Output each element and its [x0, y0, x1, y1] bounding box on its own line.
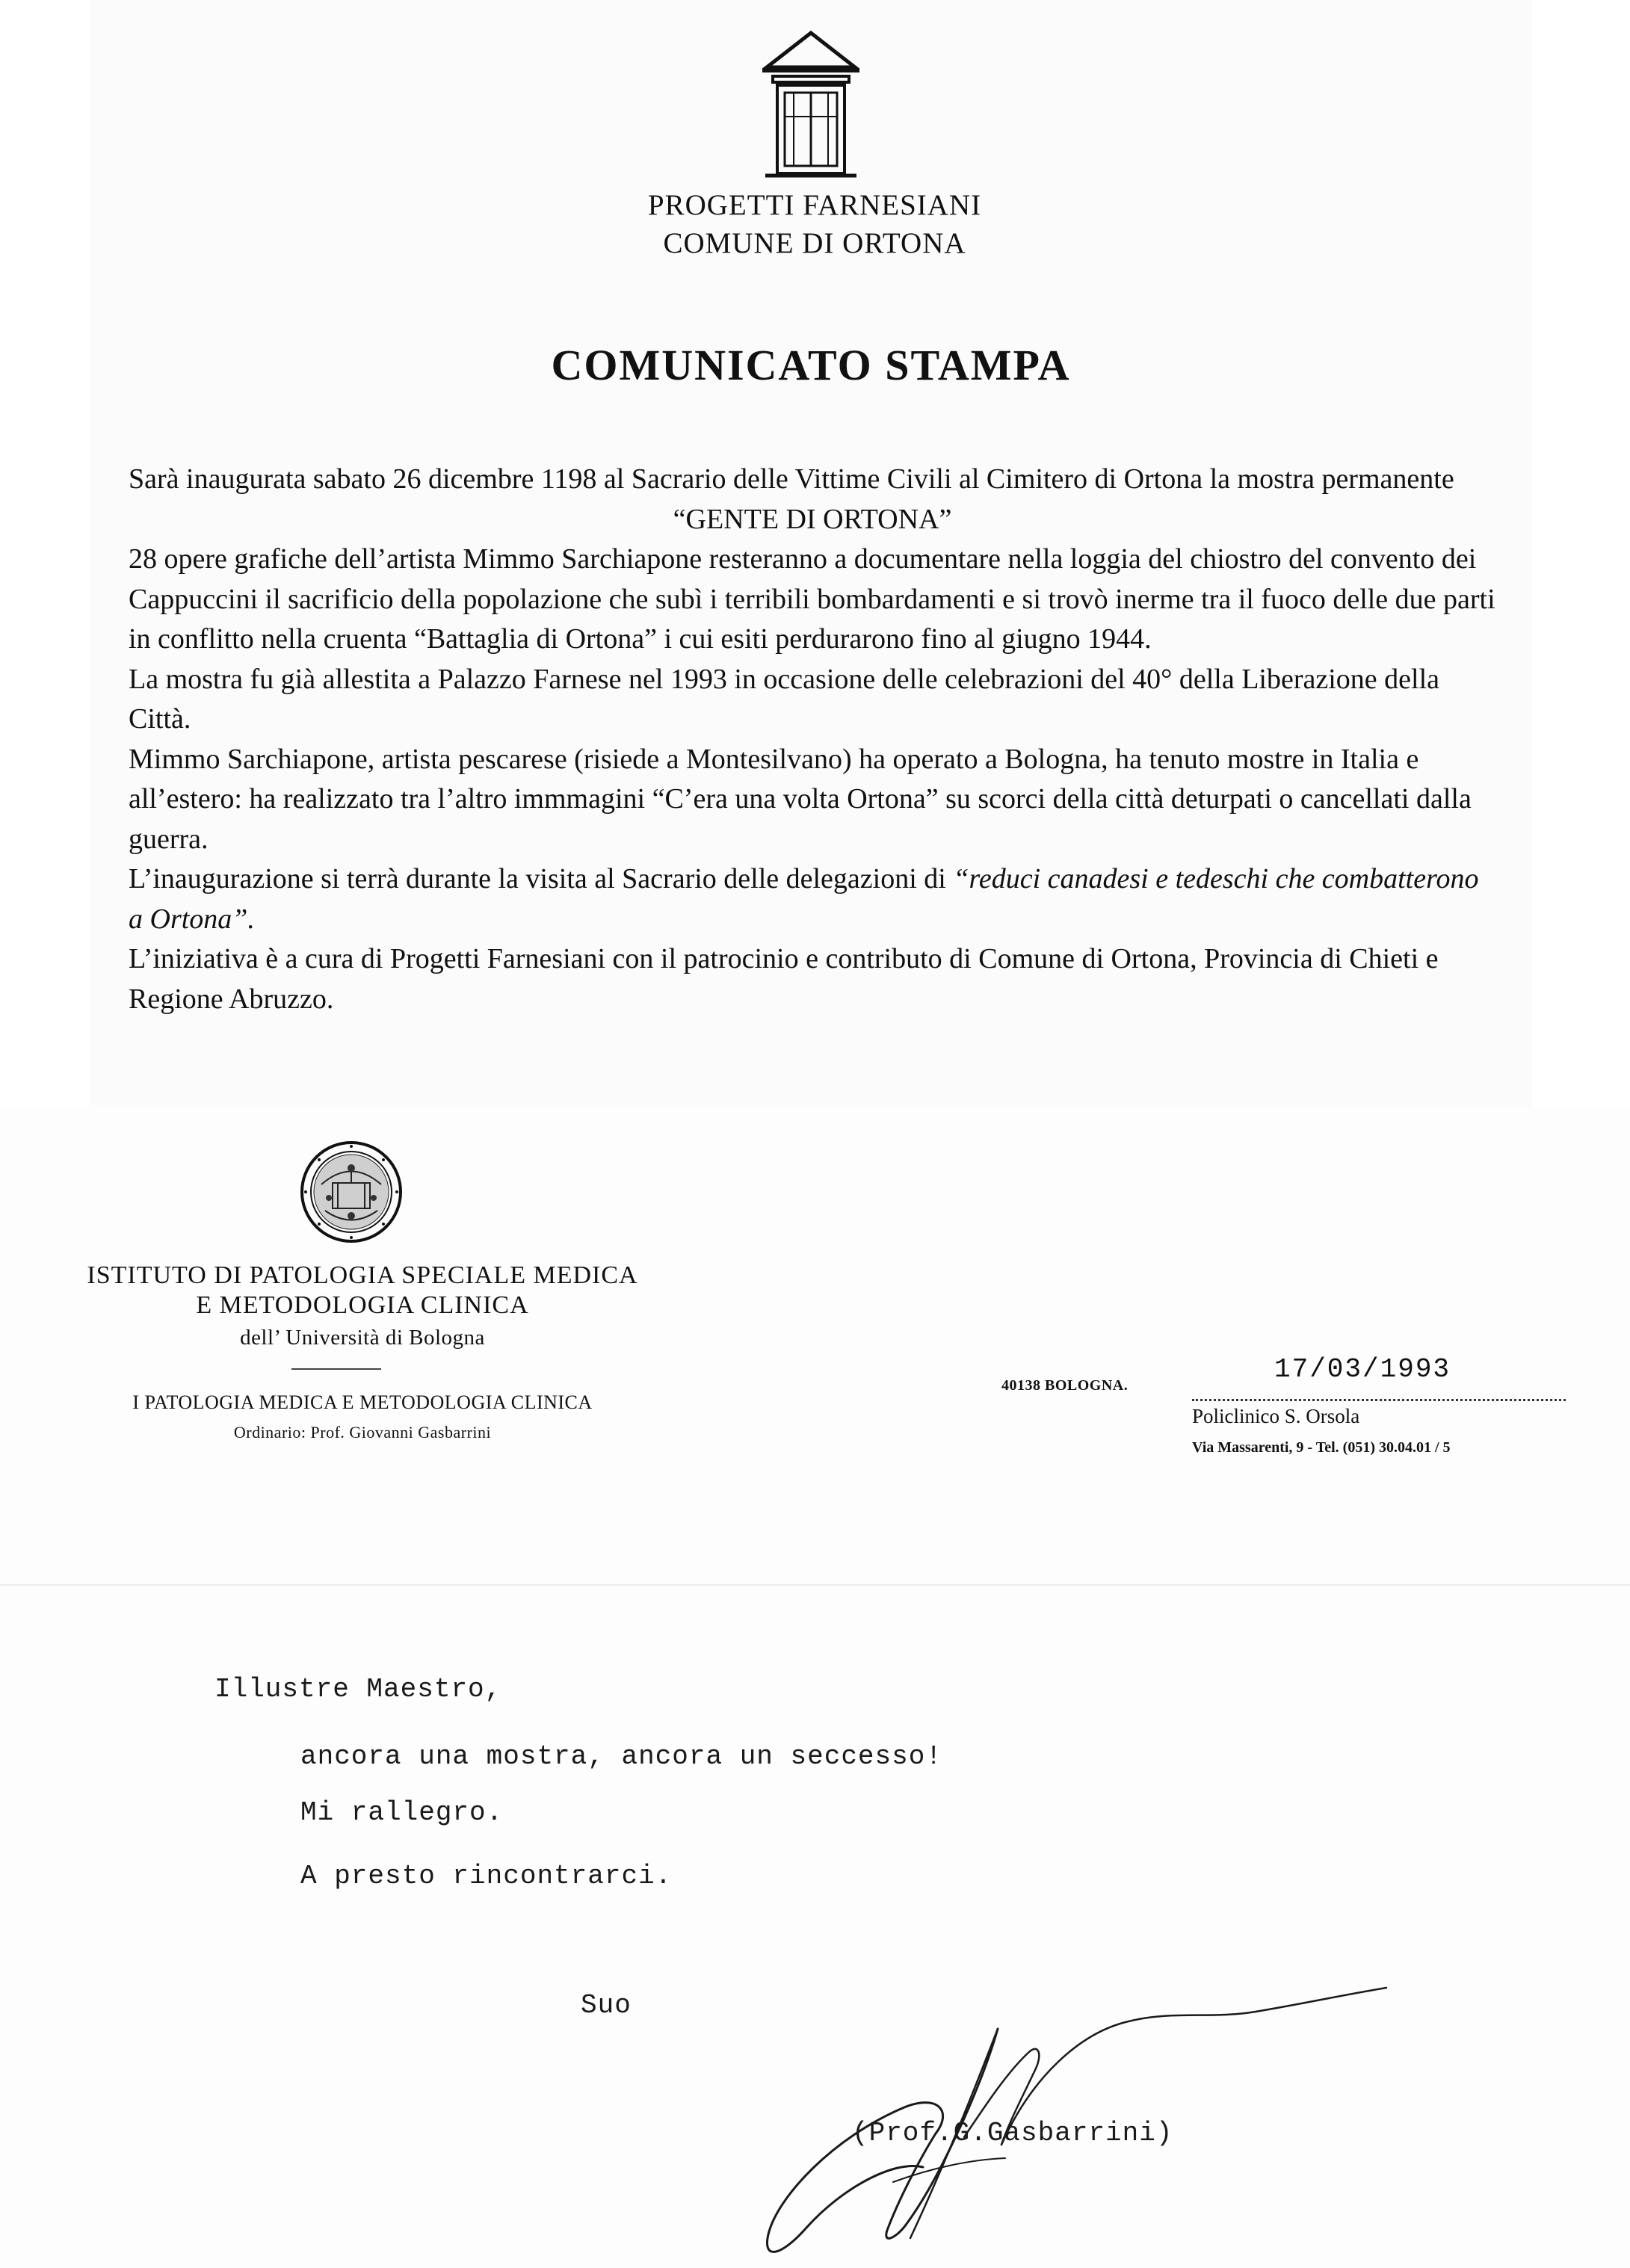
letter-salutation: Illustre Maestro,: [214, 1674, 502, 1705]
university-seal-icon: [299, 1140, 404, 1244]
letter-line-1: ancora una mostra, ancora un seccesso!: [300, 1741, 942, 1772]
portico-house-icon: [762, 28, 859, 178]
press-release-title: COMUNICATO STAMPA: [551, 341, 1071, 389]
paper-fold-line: [0, 1584, 1630, 1586]
press-release-body: [129, 460, 1496, 1019]
paragraph-sponsors: L’iniziativa è a cura di Progetti Farnesiani con il patrocinio e contributo di Comune di Ortona, Provincia di Chieti e Regione Abruzzo.: [129, 943, 1439, 1015]
delegations-text: L’inaugurazione si terrà durante la visita al Sacrario delle delegazioni di: [129, 863, 954, 894]
organization-name: PROGETTI FARNESIANI: [647, 189, 982, 221]
paragraph-artworks: 28 opere grafiche dell’artista Mimmo Sarchiapone resteranno a documentare nella loggia del chiostro del convento dei Cappuccini il sacrificio della popolazione che subì i terribili bombardamenti e si trovò inerme tra il fuoco delle due parti in conflitto nella cruenta “Battaglia di Ortona” i cui esiti perdurarono fino al giugno 1944.: [129, 543, 1495, 655]
letter-closing: Suo: [581, 1990, 632, 2021]
hospital-name: Policlinico S. Orsola: [1192, 1405, 1360, 1427]
department-name: I PATOLOGIA MEDICA E METODOLOGIA CLINICA: [132, 1391, 593, 1413]
postcode-city: 40138 BOLOGNA.: [1001, 1377, 1129, 1394]
municipality-name: COMUNE DI ORTONA: [663, 227, 966, 259]
delegations-quote: “reduci canadesi e tedeschi che combatterono a Ortona”.: [129, 863, 1479, 935]
exhibit-title: “GENTE DI ORTONA”: [673, 503, 952, 535]
department-head: Ordinario: Prof. Giovanni Gasbarrini: [233, 1423, 492, 1442]
date-dotted-line: [1192, 1399, 1566, 1401]
handwritten-signature-icon: [740, 1935, 1413, 2264]
hospital-address: Via Massarenti, 9 - Tel. (051) 30.04.01 / 5: [1192, 1439, 1451, 1456]
paragraph-history: La mostra fu già allestita a Palazzo Farnese nel 1993 in occasione delle celebrazioni del 40° della Liberazione della Città.: [129, 663, 1440, 735]
paragraph-inauguration: Sarà inaugurata sabato 26 dicembre 1198 al Sacrario delle Vittime Civili al Cimitero di Ortona la mostra permanente: [129, 463, 1454, 495]
letter-line-2: Mi rallegro.: [300, 1797, 504, 1828]
paragraph-artist: Mimmo Sarchiapone, artista pescarese (risiede a Montesilvano) ha operato a Bologna, ha tenuto mostre in Italia e all’estero: ha realizzato tra l’altro immmagini “C’era una volta Ortona” su scorci della città deturpati o cancellati dalla guerra.: [129, 743, 1472, 855]
paragraph-delegations: [129, 859, 1496, 939]
letter-date: 17/03/1993: [1274, 1354, 1451, 1385]
letter-line-3: A presto rincontrarci.: [300, 1861, 673, 1891]
university-name: dell’ Università di Bologna: [240, 1326, 485, 1350]
institute-subtitle: E METODOLOGIA CLINICA: [196, 1291, 529, 1319]
signatory-name: (Prof.G.Gasbarrini): [852, 2118, 1173, 2148]
institute-name: ISTITUTO DI PATOLOGIA SPECIALE MEDICA: [87, 1261, 638, 1289]
letterhead-divider: [291, 1368, 381, 1370]
